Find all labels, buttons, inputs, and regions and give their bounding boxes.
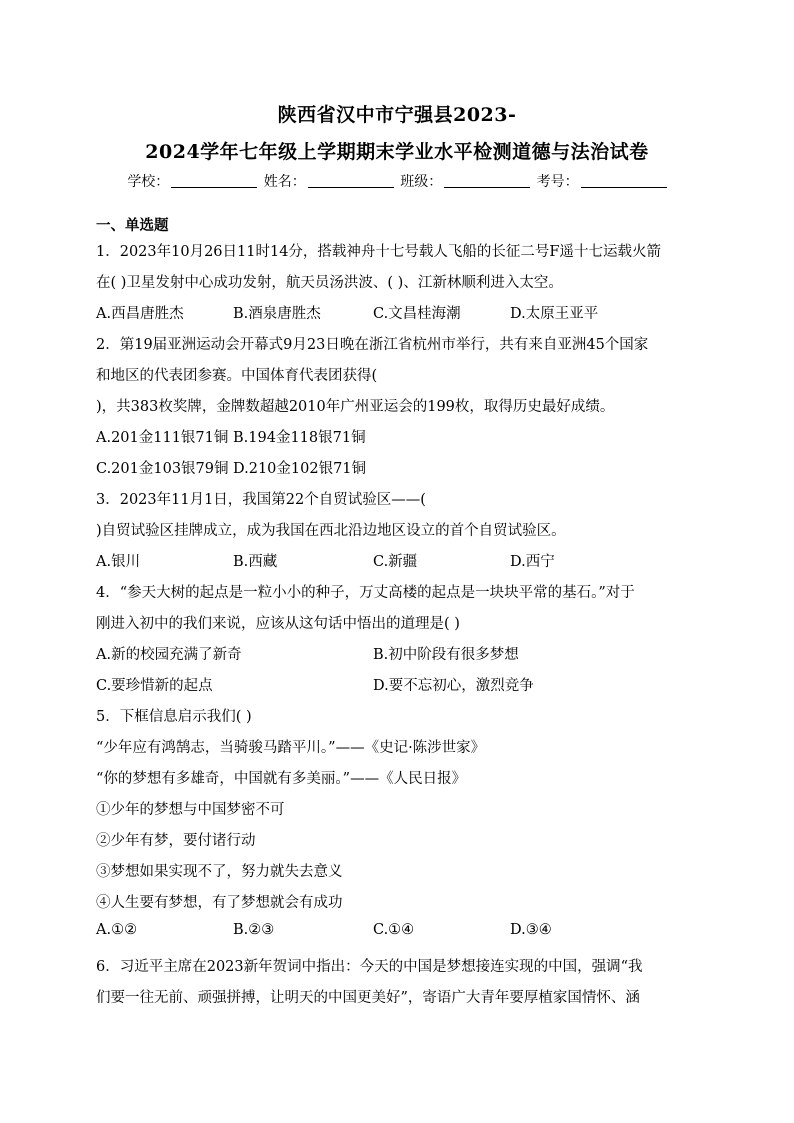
- question-5-quote-2: “你的梦想有多雄奇，中国就有多美丽。”——《人民日报》: [96, 771, 467, 787]
- question-1-line-2: 在( )卫星发射中心成功发射，航天员汤洪波、( )、江新林顺利进入太空。: [96, 275, 563, 291]
- class-blank: [444, 173, 530, 188]
- question-3-option-b: B.西藏: [233, 554, 278, 570]
- class-field: [400, 171, 530, 191]
- question-4-option-a: A.新的校园充满了新奇: [96, 647, 242, 663]
- question-3-option-d: D.西宁: [510, 554, 555, 570]
- exam-title-line2: 2024学年七年级上学期期末学业水平检测道德与法治试卷: [145, 141, 649, 163]
- school-field: [127, 171, 257, 191]
- question-5-option-d: D.③④: [510, 922, 552, 938]
- number-field: [537, 171, 667, 191]
- section-heading: 一、单选题: [96, 217, 169, 234]
- question-3-line-2: )自贸试验区挂牌成立，成为我国在西北沿边地区设立的首个自贸试验区。: [96, 523, 566, 539]
- question-5-quote-1: “少年应有鸿鹄志，当骑骏马踏平川。”——《史记·陈涉世家》: [96, 740, 486, 756]
- question-2-line-1: 2．第19届亚洲运动会开幕式9月23日晚在浙江省杭州市举行，共有来自亚洲45个国家: [96, 337, 649, 353]
- question-2-line-2: 和地区的代表团参赛。中国体育代表团获得(: [96, 368, 378, 384]
- question-3-option-a: A.银川: [96, 554, 141, 570]
- question-2-option-c: C.201金103银79铜: [96, 461, 229, 477]
- question-5-option-c: C.①④: [373, 922, 415, 938]
- question-6-line-1: 6．习近平主席在2023新年贺词中指出：今天的中国是梦想接连实现的中国，强调“我: [96, 959, 643, 975]
- question-3-line-1: 3．2023年11月1日，我国第22个自贸试验区——(: [96, 492, 426, 508]
- question-5-line-1: 5．下框信息启示我们( ): [96, 709, 252, 725]
- student-info-fields: [0, 171, 794, 191]
- name-field: [264, 171, 394, 191]
- name-label: 姓名：: [263, 174, 306, 190]
- question-5-option-a: A.①②: [96, 922, 138, 938]
- question-2-option-a: A.201金111银71铜: [96, 430, 229, 446]
- question-4-option-c: C.要珍惜新的起点: [96, 678, 213, 694]
- name-blank: [308, 173, 394, 188]
- number-label: 考号：: [536, 174, 579, 190]
- question-4-option-b: B.初中阶段有很多梦想: [373, 647, 519, 663]
- question-5-statement-1: ①少年的梦想与中国梦密不可: [96, 802, 285, 818]
- number-blank: [581, 173, 667, 188]
- question-4-option-d: D.要不忘初心，激烈竞争: [373, 678, 534, 694]
- question-4-line-2: 刚进入初中的我们来说，应该从这句话中悟出的道理是( ): [96, 616, 460, 632]
- exam-title-line1: 陕西省汉中市宁强县2023-: [277, 104, 517, 126]
- question-5-statement-4: ④人生要有梦想，有了梦想就会有成功: [96, 895, 343, 911]
- question-4-line-1: 4．“参天大树的起点是一粒小小的种子，万丈高楼的起点是一块块平常的基石。”对于: [96, 585, 635, 601]
- class-label: 班级：: [400, 174, 443, 190]
- question-5-option-b: B.②③: [233, 922, 275, 938]
- question-1-option-c: C.文昌桂海潮: [373, 306, 461, 322]
- question-6-line-2: 们要一往无前、顽强拼搏，让明天的中国更美好”，寄语广大青年要厚植家国情怀、涵: [96, 990, 640, 1006]
- question-1-line-1: 1．2023年10月26日11时14分，搭载神舟十七号载人飞船的长征二号F遥十七运载火箭: [96, 244, 661, 260]
- question-5-statement-3: ③梦想如果实现不了，努力就失去意义: [96, 864, 343, 880]
- question-2-option-b: B.194金118银71铜: [233, 430, 366, 446]
- question-1-option-a: A.西昌唐胜杰: [96, 306, 184, 322]
- question-5-statement-2: ②少年有梦，要付诸行动: [96, 833, 256, 849]
- question-2-line-3: )，共383枚奖牌，金牌数超越2010年广州亚运会的199枚，取得历史最好成绩。: [96, 399, 615, 415]
- school-label: 学校：: [127, 174, 170, 190]
- question-2-option-d: D.210金102银71铜: [233, 461, 367, 477]
- question-1-option-b: B.酒泉唐胜杰: [233, 306, 321, 322]
- school-blank: [171, 173, 257, 188]
- question-3-option-c: C.新疆: [373, 554, 418, 570]
- question-1-option-d: D.太原王亚平: [510, 306, 599, 322]
